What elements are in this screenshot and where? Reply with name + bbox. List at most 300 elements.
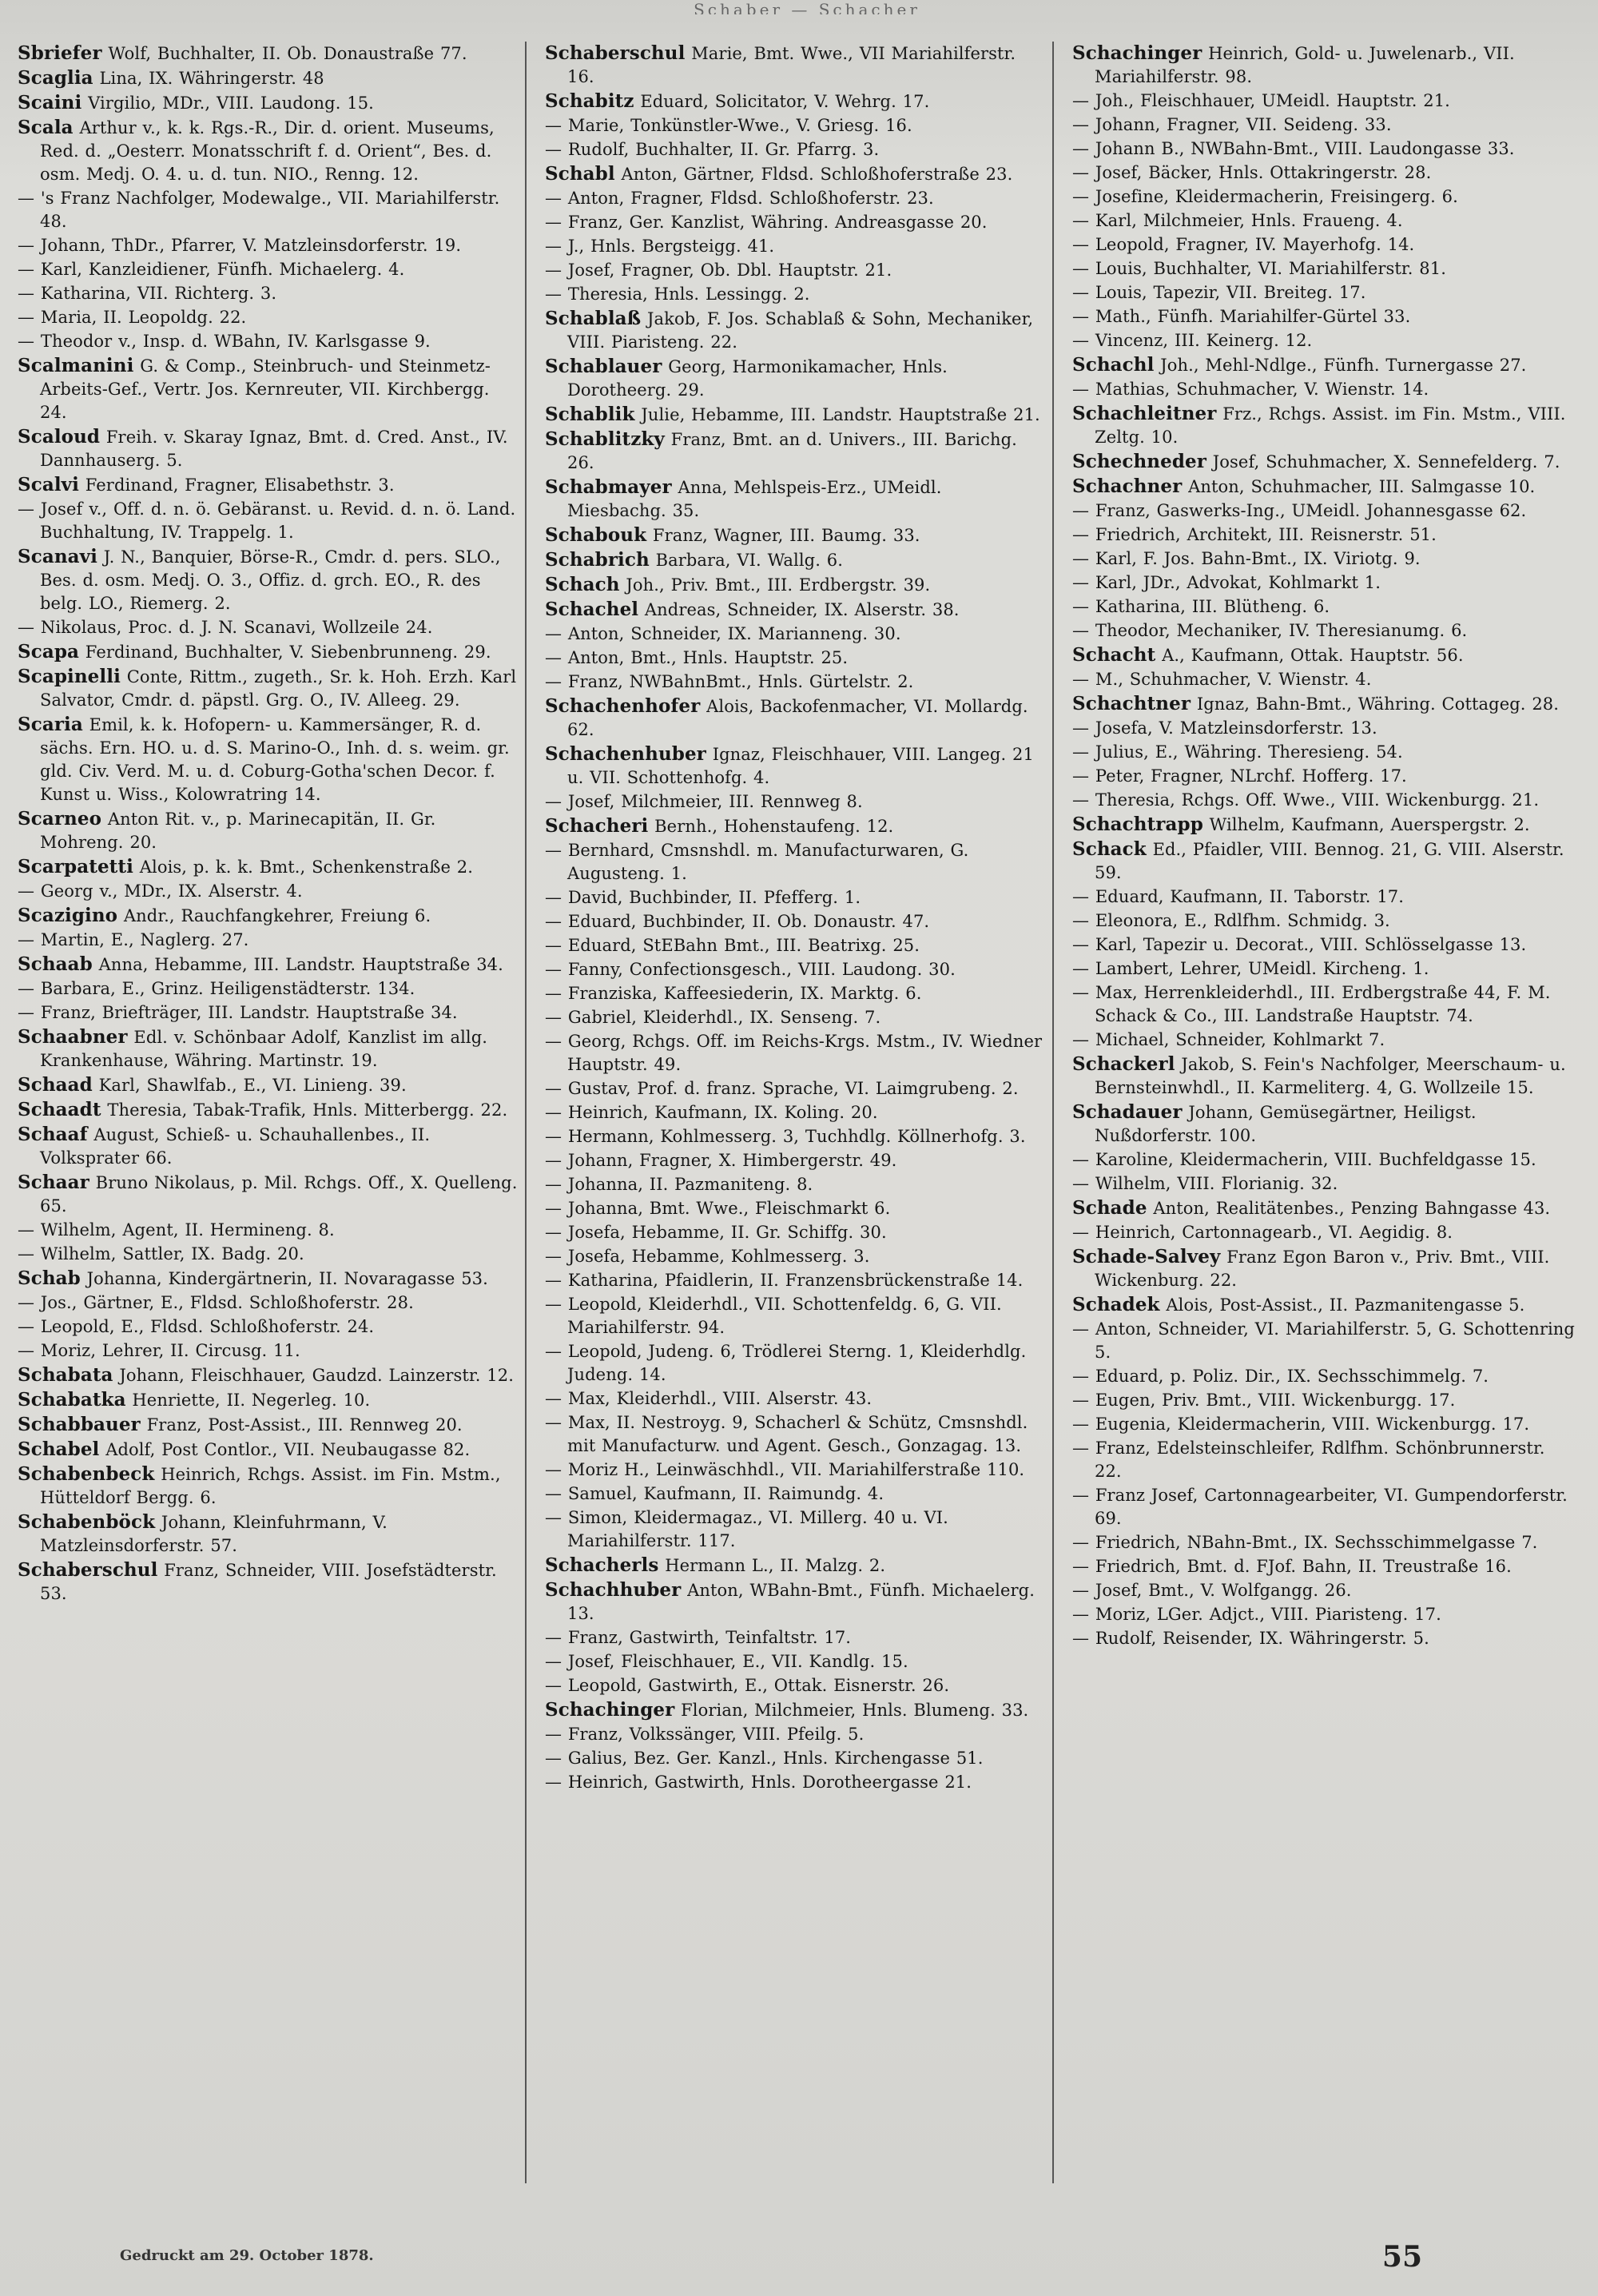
directory-entry: [1072, 1148, 1575, 1172]
entry-text: — Karl, Milchmeier, Hnls. Fraueng. 4.: [1072, 211, 1403, 230]
directory-entry: [1072, 1318, 1575, 1364]
entry-surname: Sbriefer: [18, 42, 102, 64]
directory-entry: [545, 886, 1046, 909]
entry-text: — Gustav, Prof. d. franz. Sprache, VI. Laimgrubeng. 2.: [545, 1079, 1019, 1098]
entry-text: — Martin, E., Naglerg. 27.: [18, 930, 249, 949]
directory-entry: [1072, 1603, 1575, 1626]
entry-surname: Schaab: [18, 953, 93, 975]
directory-entry: [1072, 90, 1575, 113]
entry-text: — Katharina, III. Blütheng. 6.: [1072, 597, 1330, 616]
directory-entry: [1072, 475, 1575, 499]
running-header: Schaber — Schacher: [694, 0, 920, 14]
directory-entry: [1072, 1484, 1575, 1530]
directory-entry: [545, 162, 1046, 186]
entry-text: — Franziska, Kaffeesiederin, IX. Marktg. 6.: [545, 984, 922, 1003]
directory-entry: [18, 616, 519, 639]
directory-entry: [545, 187, 1046, 210]
directory-entry: [1072, 450, 1575, 474]
directory-entry: [545, 1411, 1046, 1458]
entry-surname: Schachenhofer: [545, 695, 701, 717]
entry-surname: Schadauer: [1072, 1101, 1183, 1123]
directory-entry: [18, 282, 519, 305]
directory-entry: [545, 428, 1046, 475]
directory-entry: [18, 1267, 519, 1291]
directory-columns: [18, 42, 1582, 2183]
entry-surname: Schacheri: [545, 815, 649, 837]
column-1: [18, 42, 527, 2183]
directory-entry: [1072, 1437, 1575, 1483]
entry-text: — M., Schuhmacher, V. Wienstr. 4.: [1072, 670, 1372, 689]
directory-entry: [545, 1030, 1046, 1076]
entry-surname: Schablik: [545, 404, 635, 425]
directory-entry: [545, 355, 1046, 402]
entry-text: Anton, Gärtner, Fldsd. Schloßhoferstraße 23.: [621, 165, 1013, 184]
entry-surname: Scaini: [18, 92, 82, 113]
directory-entry: [545, 1578, 1046, 1626]
directory-entry: [545, 548, 1046, 572]
directory-entry: [545, 1747, 1046, 1770]
entry-surname: Schachenhuber: [545, 743, 706, 765]
directory-entry: [1072, 137, 1575, 161]
entry-text: — Leopold, Kleiderhdl., VII. Schottenfeldg. 6, G. VII. Mariahilferstr. 94.: [545, 1295, 1002, 1337]
directory-entry: [545, 114, 1046, 137]
directory-entry: [1072, 1196, 1575, 1220]
entry-surname: Scalvi: [18, 474, 79, 495]
directory-entry: [1072, 1389, 1575, 1412]
entry-text: — Johanna, Bmt. Wwe., Fleischmarkt 6.: [545, 1199, 891, 1218]
directory-entry: [18, 306, 519, 329]
directory-entry: [18, 1510, 519, 1558]
entry-text: Lina, IX. Währingerstr. 48: [99, 69, 324, 88]
entry-text: — Josef, Bmt., V. Wolfgangg. 26.: [1072, 1581, 1352, 1600]
entry-text: — Karoline, Kleidermacherin, VIII. Buchfeldgasse 15.: [1072, 1150, 1536, 1169]
entry-text: Bruno Nikolaus, p. Mil. Rchgs. Off., X. Quelleng. 65.: [40, 1173, 518, 1216]
entry-text: — Heinrich, Cartonnagearb., VI. Aegidig. 8.: [1072, 1223, 1453, 1242]
directory-entry: [1072, 643, 1575, 667]
entry-text: — Joh., Fleischhauer, UMeidl. Hauptstr. 21.: [1072, 91, 1450, 110]
entry-text: — Karl, Kanzleidiener, Fünfh. Michaelerg. 4.: [18, 260, 405, 279]
directory-entry: [1072, 1531, 1575, 1554]
entry-surname: Scaloud: [18, 426, 101, 448]
directory-entry: [1072, 329, 1575, 352]
directory-entry: [18, 473, 519, 497]
directory-entry: [18, 1073, 519, 1097]
entry-text: — Josefa, Hebamme, II. Gr. Schiffg. 30.: [545, 1223, 887, 1242]
entry-text: — Josef, Fleischhauer, E., VII. Kandlg. 15.: [545, 1652, 908, 1671]
entry-text: — Wilhelm, Sattler, IX. Badg. 20.: [18, 1244, 304, 1263]
entry-text: Anton, Realitätenbes., Penzing Bahngasse 43.: [1153, 1199, 1551, 1218]
entry-surname: Schaadt: [18, 1099, 101, 1120]
directory-entry: [18, 116, 519, 186]
directory-entry: [1072, 1413, 1575, 1436]
entry-text: — Theresia, Hnls. Lessingg. 2.: [545, 285, 810, 304]
entry-text: Franz, Schneider, VIII. Josefstädterstr. 53.: [40, 1561, 497, 1603]
directory-entry: [18, 1123, 519, 1170]
directory-entry: [1072, 619, 1575, 643]
directory-entry: [18, 977, 519, 1001]
entry-surname: Scapinelli: [18, 666, 121, 687]
entry-text: Henriette, II. Negerleg. 10.: [132, 1391, 371, 1410]
entry-text: — Eduard, Kaufmann, II. Taborstr. 17.: [1072, 887, 1405, 906]
directory-entry: [545, 235, 1046, 258]
directory-entry: [18, 713, 519, 806]
directory-entry: [1072, 1627, 1575, 1650]
directory-entry: [545, 934, 1046, 957]
entry-text: — Jos., Gärtner, E., Fldsd. Schloßhoferstr. 28.: [18, 1293, 414, 1312]
directory-entry: [18, 1462, 519, 1510]
entry-surname: Schablauer: [545, 356, 662, 377]
print-date: Gedruckt am 29. October 1878.: [120, 2247, 374, 2264]
directory-entry: [545, 694, 1046, 742]
directory-entry: [18, 1001, 519, 1025]
entry-surname: Schachner: [1072, 476, 1183, 497]
directory-entry: [545, 790, 1046, 814]
directory-entry: [1072, 161, 1575, 185]
entry-text: — Bernhard, Cmsnshdl. m. Manufacturwaren, G. Augusteng. 1.: [545, 841, 969, 883]
directory-entry: [545, 1650, 1046, 1673]
directory-entry: [545, 138, 1046, 161]
entry-surname: Schabenbeck: [18, 1463, 155, 1485]
entry-text: — Johann, Fragner, X. Himbergerstr. 49.: [545, 1151, 897, 1170]
entry-text: — Karl, F. Jos. Bahn-Bmt., IX. Viriotg. 9.: [1072, 549, 1421, 568]
directory-entry: [545, 982, 1046, 1005]
entry-text: — Johanna, II. Pazmaniteng. 8.: [545, 1175, 813, 1194]
directory-entry: [545, 1340, 1046, 1387]
entry-surname: Scazigino: [18, 905, 118, 926]
entry-text: — Johann B., NWBahn-Bmt., VIII. Laudongasse 33.: [1072, 139, 1515, 158]
entry-surname: Schaabner: [18, 1026, 128, 1048]
entry-text: — Simon, Kleidermagaz., VI. Millerg. 40 u. VI. Mariahilferstr. 117.: [545, 1508, 948, 1550]
entry-text: — Moriz, Lehrer, II. Circusg. 11.: [18, 1341, 300, 1360]
entry-surname: Scarneo: [18, 808, 102, 830]
entry-text: — Friedrich, Bmt. d. FJof. Bahn, II. Treustraße 16.: [1072, 1557, 1512, 1576]
entry-text: Eduard, Solicitator, V. Wehrg. 17.: [640, 92, 930, 111]
directory-entry: [18, 1363, 519, 1387]
directory-entry: [1072, 185, 1575, 209]
directory-entry: [545, 1458, 1046, 1482]
entry-text: — Katharina, Pfaidlerin, II. Franzensbrückenstraße 14.: [545, 1271, 1024, 1290]
entry-surname: Schab: [18, 1267, 81, 1289]
directory-entry: [545, 1101, 1046, 1124]
entry-text: — Louis, Tapezir, VII. Breiteg. 17.: [1072, 283, 1366, 302]
directory-entry: [1072, 813, 1575, 837]
directory-entry: [18, 1388, 519, 1412]
directory-entry: [1072, 1293, 1575, 1317]
entry-text: Theresia, Tabak-Trafik, Hnls. Mitterbergg. 22.: [107, 1100, 508, 1120]
entry-surname: Scanavi: [18, 546, 97, 567]
entry-surname: Schaad: [18, 1074, 93, 1096]
directory-entry: [545, 573, 1046, 597]
entry-text: — Julius, E., Währing. Theresieng. 54.: [1072, 742, 1403, 762]
entry-surname: Schaaf: [18, 1124, 88, 1145]
entry-text: August, Schieß- u. Schauhallenbes., II. Volksprater 66.: [40, 1125, 431, 1168]
entry-text: — David, Buchbinder, II. Pfefferg. 1.: [545, 888, 861, 907]
entry-text: Franz Egon Baron v., Priv. Bmt., VIII. Wickenburg. 22.: [1095, 1247, 1550, 1290]
directory-entry: [18, 1025, 519, 1072]
directory-entry: [545, 1771, 1046, 1794]
entry-text: Marie, Bmt. Wwe., VII Mariahilferstr. 16.: [567, 44, 1016, 86]
entry-text: Anna, Mehlspeis-Erz., UMeidl. Miesbachg. 35.: [567, 478, 942, 520]
column-3: [1072, 42, 1581, 2183]
entry-text: J. N., Banquier, Börse-R., Cmdr. d. pers. SLO., Bes. d. osm. Medj. O. 3., Offiz. d. grch. EO., R. des belg. LO., Riemerg. 2.: [40, 547, 501, 613]
entry-text: — 's Franz Nachfolger, Modewalge., VII. Mariahilferstr. 48.: [18, 189, 500, 231]
entry-surname: Schadek: [1072, 1294, 1160, 1315]
directory-entry: [18, 1291, 519, 1315]
directory-entry: [18, 187, 519, 233]
directory-entry: [1072, 1052, 1575, 1100]
directory-entry: [18, 330, 519, 353]
entry-surname: Schaberschul: [545, 42, 686, 64]
entry-text: — Georg v., MDr., IX. Alserstr. 4.: [18, 881, 303, 901]
entry-text: — Josefa, V. Matzleinsdorferstr. 13.: [1072, 718, 1377, 738]
directory-entry: [18, 1339, 519, 1363]
entry-text: — Eleonora, E., Rdlfhm. Schmidg. 3.: [1072, 911, 1390, 930]
entry-surname: Schachtrapp: [1072, 814, 1203, 835]
entry-text: Emil, k. k. Hofopern- u. Kammersänger, R. d. sächs. Ern. HO. u. d. S. Marino-O., Inh. d. s. weim. gr. gld. Civ. Verd. M. u. d. Coburg-Gotha'schen Decor. f. Kunst u. Wiss., Kolowratring 14.: [40, 715, 510, 804]
directory-entry: [1072, 1579, 1575, 1602]
entry-surname: Scalmanini: [18, 355, 134, 376]
directory-entry: [18, 425, 519, 472]
entry-text: — Katharina, VII. Richterg. 3.: [18, 284, 277, 303]
entry-surname: Schabel: [18, 1438, 100, 1460]
entry-text: — Anton, Schneider, VI. Mariahilferstr. 5, G. Schottenring 5.: [1072, 1319, 1575, 1362]
directory-entry: [545, 476, 1046, 523]
entry-text: — Leopold, Gastwirth, E., Ottak. Eisnerstr. 26.: [545, 1676, 950, 1695]
directory-entry: [1072, 113, 1575, 137]
directory-entry: [18, 66, 519, 90]
directory-entry: [18, 1219, 519, 1242]
entry-surname: Schabmayer: [545, 476, 672, 498]
entry-text: Joh., Mehl-Ndlge., Fünfh. Turnergasse 27.: [1160, 356, 1527, 375]
directory-entry: [545, 1006, 1046, 1029]
entry-text: — Karl, Tapezir u. Decorat., VIII. Schlösselgasse 13.: [1072, 935, 1527, 954]
entry-surname: Schachleitner: [1072, 403, 1217, 424]
entry-text: — Math., Fünfh. Mariahilfer-Gürtel 33.: [1072, 307, 1411, 326]
entry-text: — Max, Kleiderhdl., VIII. Alserstr. 43.: [545, 1389, 873, 1408]
entry-text: — Franz Josef, Cartonnagearbeiter, VI. Gumpendorferstr. 69.: [1072, 1486, 1568, 1528]
entry-text: — Anton, Bmt., Hnls. Hauptstr. 25.: [545, 648, 849, 667]
entry-text: Johann, Kleinfuhrmann, V. Matzleinsdorferstr. 57.: [40, 1513, 388, 1555]
directory-entry: [1072, 838, 1575, 885]
entry-text: — Moriz, LGer. Adjct., VIII. Piaristeng. 17.: [1072, 1605, 1441, 1624]
entry-surname: Schablaß: [545, 308, 642, 329]
entry-text: — Theodor v., Insp. d. WBahn, IV. Karlsgasse 9.: [18, 332, 431, 351]
directory-entry: [545, 1698, 1046, 1722]
entry-text: — Max, Herrenkleiderhdl., III. Erdbergstraße 44, F. M. Schack & Co., III. Landstraße Hauptstr. 74.: [1072, 983, 1551, 1025]
entry-text: Edl. v. Schönbaar Adolf, Kanzlist im allg. Krankenhause, Währing. Martinstr. 19.: [40, 1028, 488, 1070]
directory-entry: [545, 283, 1046, 306]
entry-surname: Schachl: [1072, 354, 1155, 376]
entry-text: — Franz, Ger. Kanzlist, Währing. Andreasgasse 20.: [545, 213, 988, 232]
directory-entry: [545, 598, 1046, 622]
entry-surname: Schachel: [545, 599, 639, 620]
entry-text: Jakob, F. Jos. Schablaß & Sohn, Mechaniker, VIII. Piaristeng. 22.: [567, 309, 1034, 352]
entry-text: — Moriz H., Leinwäschhdl., VII. Mariahilferstraße 110.: [545, 1460, 1025, 1479]
directory-entry: [545, 1221, 1046, 1244]
directory-entry: [545, 1269, 1046, 1292]
directory-entry: [1072, 499, 1575, 523]
entry-surname: Schabrich: [545, 549, 650, 571]
entry-text: — Rudolf, Buchhalter, II. Gr. Pfarrg. 3.: [545, 140, 880, 159]
entry-text: — Eugenia, Kleidermacherin, VIII. Wickenburgg. 17.: [1072, 1415, 1530, 1434]
entry-surname: Scapa: [18, 641, 80, 663]
entry-text: — Michael, Schneider, Kohlmarkt 7.: [1072, 1030, 1385, 1049]
entry-surname: Scala: [18, 117, 74, 138]
directory-entry: [545, 1506, 1046, 1553]
directory-entry: [1072, 523, 1575, 547]
entry-surname: Schabatka: [18, 1389, 126, 1411]
entry-text: Virgilio, MDr., VIII. Laudong. 15.: [88, 94, 374, 113]
entry-text: — Franz, Volkssänger, VIII. Pfeilg. 5.: [545, 1725, 865, 1744]
directory-entry: [545, 1125, 1046, 1148]
entry-text: Freih. v. Skaray Ignaz, Bmt. d. Cred. Anst., IV. Dannhauserg. 5.: [40, 428, 508, 470]
entry-surname: Schach: [545, 574, 620, 595]
directory-entry: [18, 354, 519, 424]
entry-text: — Anton, Fragner, Fldsd. Schloßhoferstr. 23.: [545, 189, 934, 208]
entry-text: Georg, Harmonikamacher, Hnls. Dorotheerg. 29.: [567, 357, 948, 400]
directory-entry: [545, 647, 1046, 670]
entry-text: Florian, Milchmeier, Hnls. Blumeng. 33.: [681, 1701, 1029, 1720]
directory-entry: [18, 234, 519, 257]
directory-entry: [18, 1413, 519, 1437]
entry-text: — Samuel, Kaufmann, II. Raimundg. 4.: [545, 1484, 884, 1503]
entry-text: Frz., Rchgs. Assist. im Fin. Mstm., VIII. Zeltg. 10.: [1095, 404, 1566, 447]
directory-entry: [545, 670, 1046, 694]
directory-entry: [1072, 981, 1575, 1028]
entry-text: Johann, Fleischhauer, Gaudzd. Lainzerstr. 12.: [119, 1366, 514, 1385]
entry-surname: Schachhuber: [545, 1579, 682, 1601]
entry-text: — Leopold, Judeng. 6, Trödlerei Sterng. 1, Kleiderhdlg. Judeng. 14.: [545, 1342, 1027, 1384]
entry-surname: Schackerl: [1072, 1053, 1175, 1075]
entry-text: — Friedrich, NBahn-Bmt., IX. Sechsschimmelgasse 7.: [1072, 1533, 1538, 1552]
directory-entry: [545, 1293, 1046, 1339]
entry-text: — Louis, Buchhalter, VI. Mariahilferstr. 81.: [1072, 259, 1446, 278]
entry-surname: Schechneder: [1072, 451, 1206, 472]
entry-text: — Josef v., Off. d. n. ö. Gebäranst. u. Revid. d. n. ö. Land. Buchhaltung, IV. Trappelg. 1.: [18, 499, 516, 542]
directory-entry: [18, 1171, 519, 1218]
directory-entry: [18, 953, 519, 977]
directory-entry: [1072, 1555, 1575, 1578]
directory-entry: [1072, 378, 1575, 401]
entry-text: — Anton, Schneider, IX. Marianneng. 30.: [545, 624, 901, 643]
directory-entry: [18, 880, 519, 903]
directory-entry: [18, 498, 519, 544]
entry-text: Ignaz, Fleischhauer, VIII. Langeg. 21 u. VII. Schottenhofg. 4.: [567, 745, 1034, 787]
entry-text: — Heinrich, Gastwirth, Hnls. Dorotheergasse 21.: [545, 1773, 972, 1792]
entry-text: — Fanny, Confectionsgesch., VIII. Laudong. 30.: [545, 960, 956, 979]
directory-entry: [18, 1438, 519, 1462]
directory-entry: [545, 523, 1046, 547]
entry-text: Josef, Schuhmacher, X. Sennefelderg. 7.: [1212, 452, 1560, 472]
directory-entry: [1072, 885, 1575, 909]
entry-text: — Mathias, Schuhmacher, V. Wienstr. 14.: [1072, 380, 1429, 399]
entry-text: Franz, Wagner, III. Baumg. 33.: [652, 526, 920, 545]
directory-entry: [18, 1098, 519, 1122]
entry-surname: Schaar: [18, 1172, 89, 1193]
directory-entry: [1072, 305, 1575, 328]
directory-entry: [1072, 765, 1575, 788]
entry-text: Adolf, Post Contlor., VII. Neubaugasse 82.: [105, 1440, 471, 1459]
entry-surname: Schabbauer: [18, 1414, 141, 1435]
entry-text: Julie, Hebamme, III. Landstr. Hauptstraße 21.: [641, 405, 1040, 424]
directory-entry: [1072, 1029, 1575, 1052]
directory-entry: [545, 403, 1046, 427]
entry-text: — Wilhelm, VIII. Florianig. 32.: [1072, 1174, 1338, 1193]
directory-entry: [1072, 909, 1575, 933]
entry-text: — Friedrich, Architekt, III. Reisnerstr. 51.: [1072, 525, 1437, 544]
entry-text: A., Kaufmann, Ottak. Hauptstr. 56.: [1162, 646, 1464, 665]
directory-entry: [545, 259, 1046, 282]
directory-entry: [545, 1723, 1046, 1746]
directory-entry: [1072, 1221, 1575, 1244]
entry-text: — Nikolaus, Proc. d. J. N. Scanavi, Wollzeile 24.: [18, 618, 433, 637]
entry-text: Heinrich, Gold- u. Juwelenarb., VII. Mariahilferstr. 98.: [1095, 44, 1515, 86]
entry-surname: Scarpatetti: [18, 856, 133, 877]
directory-entry: [545, 211, 1046, 234]
directory-entry: [545, 1387, 1046, 1411]
directory-entry: [1072, 1100, 1575, 1148]
directory-entry: [1072, 1365, 1575, 1388]
entry-text: — Wilhelm, Agent, II. Hermineng. 8.: [18, 1220, 335, 1240]
entry-text: — Marie, Tonkünstler-Wwe., V. Griesg. 16.: [545, 116, 912, 135]
entry-text: Alois, Backofenmacher, VI. Mollardg. 62.: [567, 697, 1028, 739]
directory-entry: [1072, 957, 1575, 981]
directory-entry: [1072, 209, 1575, 233]
page-number: 55: [1381, 2240, 1422, 2274]
entry-text: — Peter, Fragner, NLrchf. Hofferg. 17.: [1072, 766, 1407, 786]
entry-text: — Johann, ThDr., Pfarrer, V. Matzleinsdorferstr. 19.: [18, 236, 462, 255]
entry-text: — Franz, Gastwirth, Teinfaltstr. 17.: [545, 1628, 852, 1647]
directory-entry: [545, 42, 1046, 89]
entry-text: — Leopold, E., Fldsd. Schloßhoferstr. 24.: [18, 1317, 375, 1336]
entry-surname: Schabl: [545, 163, 615, 185]
entry-text: — Galius, Bez. Ger. Kanzl., Hnls. Kirchengasse 51.: [545, 1749, 984, 1768]
entry-text: Alois, Post-Assist., II. Pazmanitengasse 5.: [1166, 1295, 1525, 1315]
directory-entry: [1072, 547, 1575, 571]
entry-surname: Scaria: [18, 714, 83, 735]
entry-text: Anton Rit. v., p. Marinecapitän, II. Gr. Mohreng. 20.: [40, 810, 436, 852]
entry-text: — Josef, Bäcker, Hnls. Ottakringerstr. 28.: [1072, 163, 1432, 182]
directory-entry: [18, 258, 519, 281]
entry-text: G. & Comp., Steinbruch- und Steinmetz-Arbeits-Gef., Vertr. Jos. Kernreuter, VII. Kirchbergg. 24.: [40, 356, 491, 422]
directory-entry: [545, 910, 1046, 933]
entry-surname: Schablitzky: [545, 428, 665, 450]
entry-text: — Leopold, Fragner, IV. Mayerhofg. 14.: [1072, 235, 1415, 254]
entry-text: Anton, Schuhmacher, III. Salmgasse 10.: [1188, 477, 1536, 496]
entry-text: Franz, Bmt. an d. Univers., III. Barichg. 26.: [567, 430, 1017, 472]
directory-entry: [1072, 281, 1575, 304]
directory-entry: [545, 1149, 1046, 1172]
entry-text: Heinrich, Rchgs. Assist. im Fin. Mstm., Hütteldorf Bergg. 6.: [40, 1465, 501, 1507]
directory-entry: [545, 1245, 1046, 1268]
directory-entry: [545, 1077, 1046, 1100]
directory-entry: [1072, 717, 1575, 740]
entry-surname: Schade: [1072, 1197, 1147, 1219]
entry-surname: Schabitz: [545, 90, 634, 112]
entry-text: Johanna, Kindergärtnerin, II. Novaragasse 53.: [86, 1269, 488, 1288]
entry-text: — Vincenz, III. Keinerg. 12.: [1072, 331, 1313, 350]
entry-surname: Schachtner: [1072, 693, 1191, 714]
directory-entry: [545, 307, 1046, 354]
directory-entry: [1072, 933, 1575, 957]
directory-entry: [18, 91, 519, 115]
entry-text: — Franz, Edelsteinschleifer, Rdlfhm. Schönbrunnerstr. 22.: [1072, 1438, 1545, 1481]
directory-entry: [18, 807, 519, 854]
entry-text: Ignaz, Bahn-Bmt., Währing. Cottageg. 28.: [1196, 694, 1560, 714]
entry-text: — Karl, JDr., Advokat, Kohlmarkt 1.: [1072, 573, 1381, 592]
entry-surname: Schachinger: [1072, 42, 1202, 64]
entry-text: — Josef, Milchmeier, III. Rennweg 8.: [545, 792, 863, 811]
